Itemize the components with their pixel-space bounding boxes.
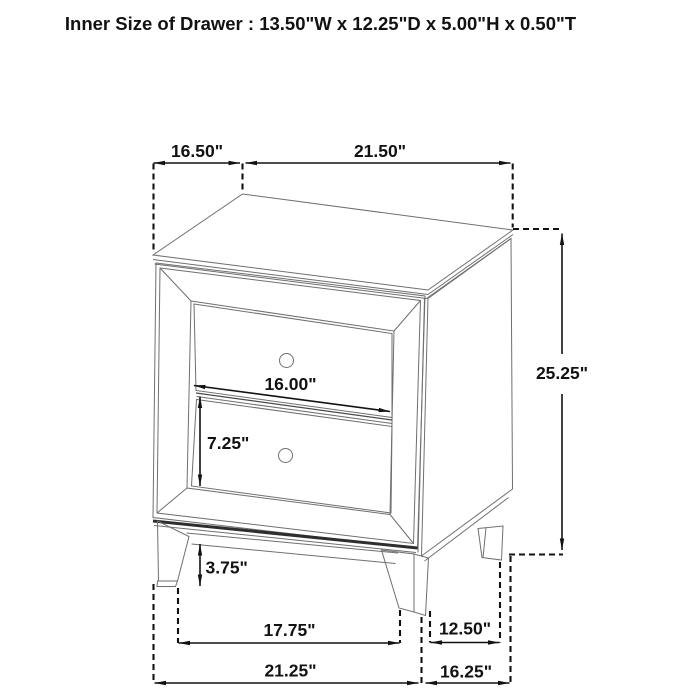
dim-top-width (246, 141, 511, 163)
drawer-bottom (192, 400, 393, 514)
dim-label-leg-height: 3.75" (205, 557, 248, 578)
dimension-annotations (154, 141, 589, 683)
tabletop-side-edge-band (427, 235, 514, 299)
dim-label-overall-height: 25.25" (535, 363, 589, 383)
dim-label-base-width: 21.25" (264, 660, 317, 681)
front-left-leg (157, 521, 189, 587)
front-right-leg (382, 550, 429, 616)
back-right-leg (478, 526, 503, 560)
dim-label-top-depth: 16.50" (170, 141, 224, 161)
dim-label-front-leg-span: 17.75" (263, 620, 316, 640)
dim-base-width (155, 661, 419, 684)
side-apron-edge (425, 498, 509, 562)
nightstand-drawing (153, 194, 513, 616)
dim-label-top-width: 21.50" (353, 141, 407, 161)
drawer-gap-line-upper (196, 393, 392, 420)
dim-label-side-leg-span: 12.50" (438, 618, 492, 639)
side-panel-face (422, 239, 513, 557)
dim-top-depth (154, 141, 241, 163)
dim-base-depth (426, 662, 510, 684)
dim-label-drawer-front-height: 7.25" (207, 433, 250, 453)
diagram-title: Inner Size of Drawer : 13.50"W x 12.25"D x 5.00"H x 0.50"T (64, 13, 577, 34)
dim-front-leg-span (179, 620, 400, 643)
drawer-bottom-knob (279, 449, 293, 463)
drawer-top-knob (280, 354, 294, 368)
dim-label-drawer-width: 16.00" (264, 374, 317, 394)
dim-leg-height (200, 544, 248, 586)
dim-label-base-depth: 16.25" (439, 661, 493, 682)
drawer-gap-line-lower (197, 397, 393, 424)
dim-drawer-front-height (200, 397, 249, 487)
drawer-bottom-front (192, 400, 393, 514)
dim-overall-height (536, 234, 588, 551)
dim-side-leg-span (431, 619, 500, 643)
extension-lines (154, 164, 564, 684)
tabletop (153, 194, 513, 299)
